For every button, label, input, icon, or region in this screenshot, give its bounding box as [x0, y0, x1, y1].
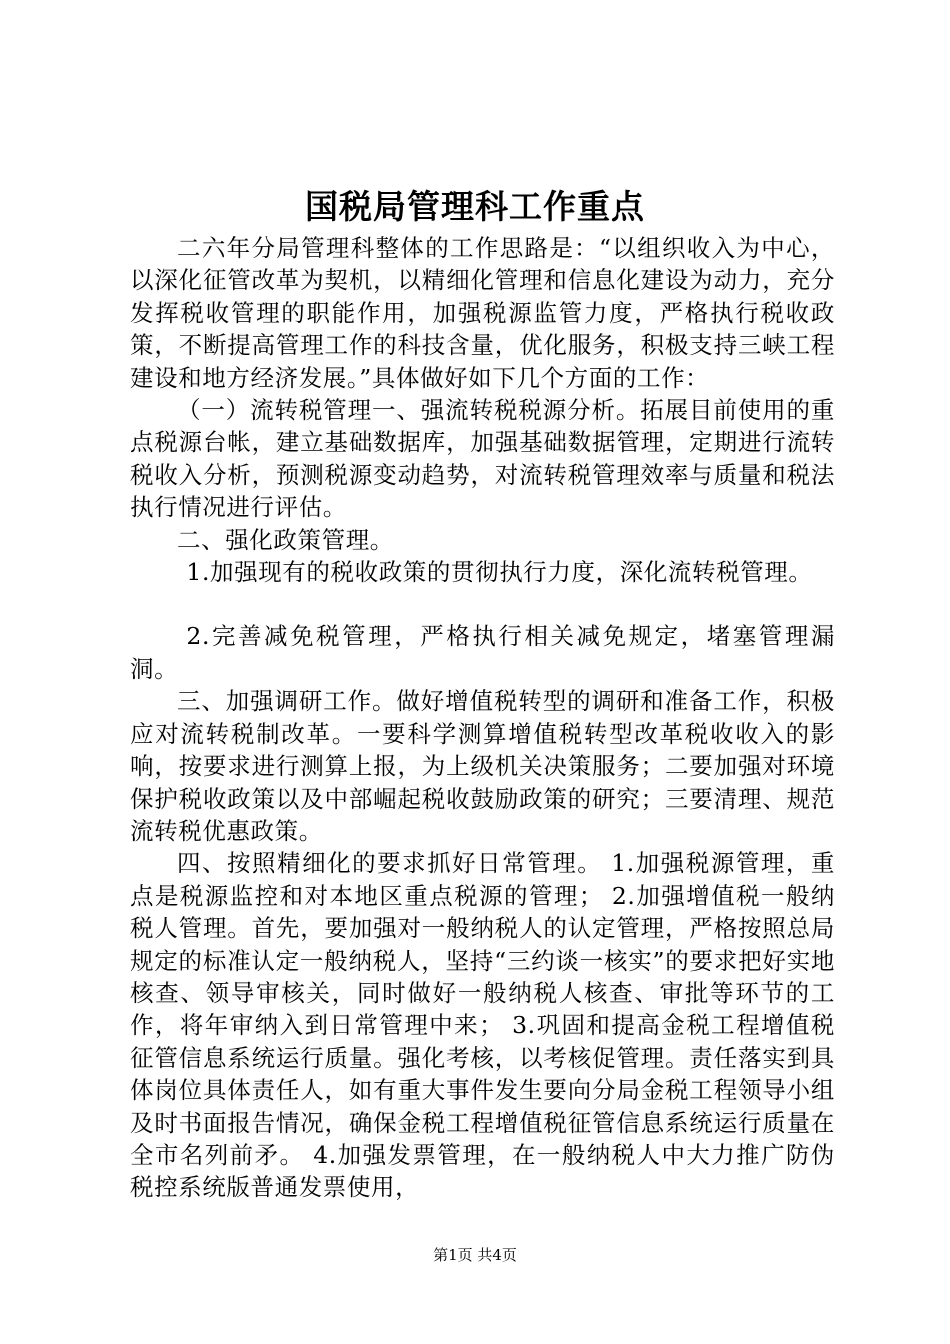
paragraph-section-1: （一）流转税管理一、强流转税税源分析。拓展目前使用的重点税源台帐，建立基础数据库，加强基础数据管理，定期进行流转税收入分析，预测税源变动趋势，对流转税管理效率与质量和税法执行情况进行评估。 — [130, 396, 835, 522]
paragraph-section-3: 三、加强调研工作。做好增值税转型的调研和准备工作，积极应对流转税制改革。一要科学测算增值税转型改革税收收入的影响，按要求进行测算上报，为上级机关决策服务；二要加强对环境保护税收政策以及中部崛起税收鼓励政策的研究；三要清理、规范流转税优惠政策。 — [130, 687, 835, 845]
document-body — [130, 232, 835, 1204]
page-number-footer: 第1页 共4页 — [433, 1246, 517, 1264]
paragraph-section-2-heading: 二、强化政策管理。 — [177, 525, 394, 554]
paragraph-section-4: 四、按照精细化的要求抓好日常管理。 1.加强税源管理，重点是税源监控和对本地区重点税源的管理； 2.加强增值税一般纳税人管理。首先，要加强对一般纳税人的认定管理，严格按照总局规定的标准认定一般纳税人，坚持“三约谈一核实”的要求把好实地核查、领导审核关，同时做好一般纳税人核查、审批等环节的工作，将年审纳入到日常管理中来； 3.巩固和提高金税工程增值税征管信息系统运行质量。强化考核，以考核促管理。责任落实到具体岗位具体责任人，如有重大事件发生要向分局金税工程领导小组及时书面报告情况，确保金税工程增值税征管信息系统运行质量在全市名列前矛。 4.加强发票管理，在一般纳税人中大力推广防伪税控系统版普通发票使用， — [130, 849, 835, 1202]
document-title: 国税局管理科工作重点 — [305, 187, 645, 226]
paragraph-item-2: 2.完善减免税管理，严格执行相关减免规定，堵塞管理漏洞。 — [130, 622, 835, 683]
paragraph-intro: 二六年分局管理科整体的工作思路是：“以组织收入为中心，以深化征管改革为契机，以精细化管理和信息化建设为动力，充分发挥税收管理的职能作用，加强税源监管力度，严格执行税收政策，不断提高管理工作的科技含量，优化服务，积极支持三峡工程建设和地方经济发展。”具体做好如下几个方面的工作： — [130, 234, 835, 392]
paragraph-item-1: 1.加强现有的税收政策的贯彻执行力度，深化流转税管理。 — [186, 558, 813, 587]
